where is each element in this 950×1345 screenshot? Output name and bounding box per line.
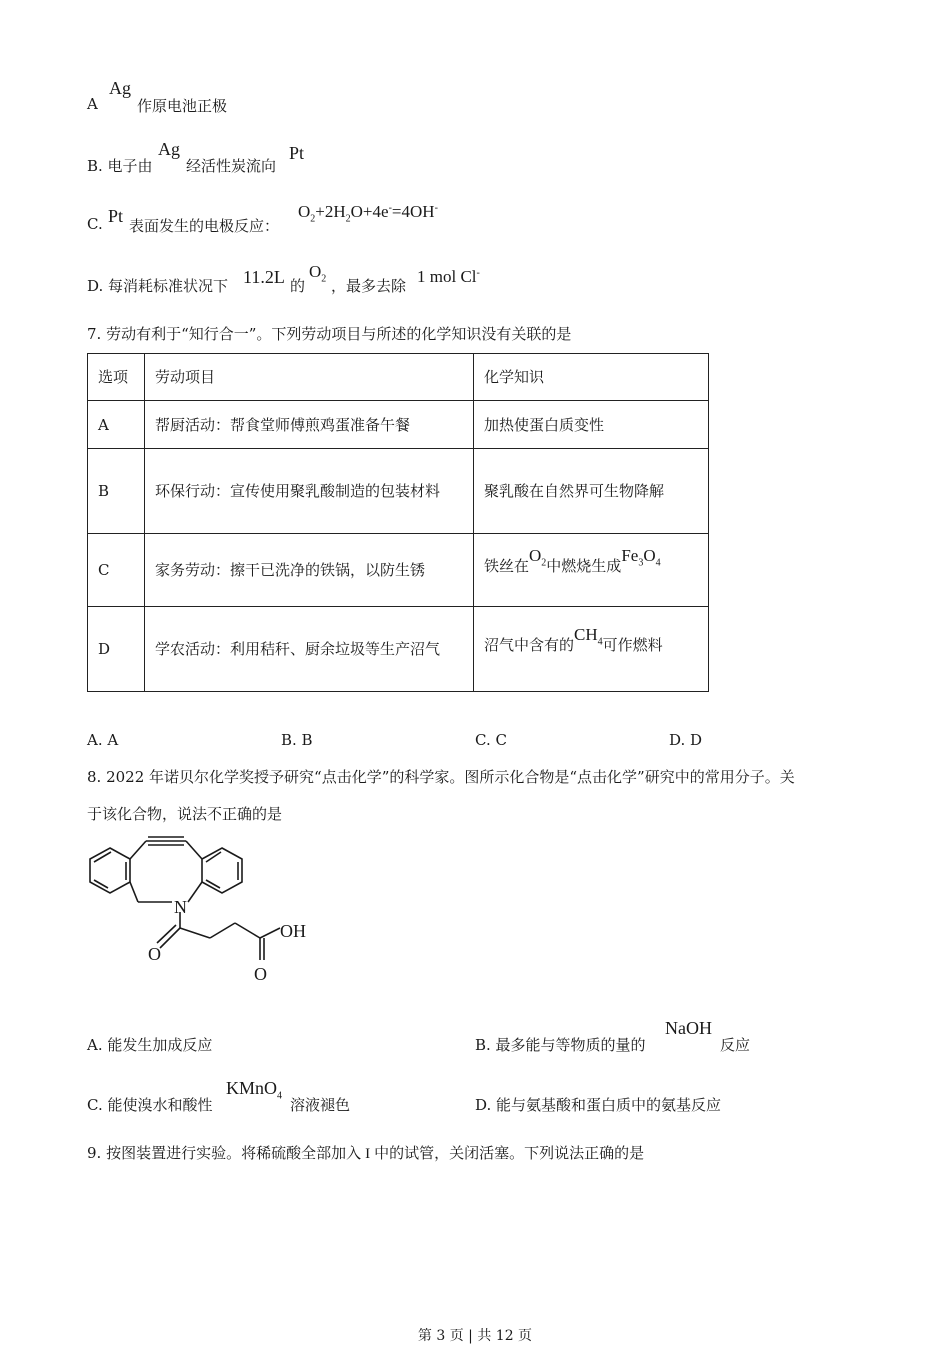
table-row xyxy=(88,607,709,692)
row-d-chem: 沼气中含有的$CH_4$可作燃料 xyxy=(474,607,709,692)
row-c-labor: 家务劳动：擦干已洗净的铁锅，以防生锈 xyxy=(145,534,474,607)
row-a-chem: 加热使蛋白质变性 xyxy=(474,401,709,449)
q8-option-b-post: 反应 xyxy=(720,1036,751,1054)
q6-d-text1: 的 xyxy=(290,277,306,295)
q7-answer-c: C. C xyxy=(475,731,507,749)
q6-c-chem1: Pt xyxy=(108,206,124,226)
q6-b-chem2: Pt xyxy=(289,143,305,163)
q8-stem-line1: 8. 2022 年诺贝尔化学奖授予研究“点击化学”的科学家。图所示化合物是“点击化学”研究中的常用分子。关 xyxy=(87,768,795,786)
q7-answer-b: B. B xyxy=(281,731,313,749)
row-a-option: A xyxy=(88,401,145,449)
q6-a-text: 作原电池正极 xyxy=(137,97,228,115)
q7-answer-d: D. D xyxy=(669,731,703,749)
header-option: 选项 xyxy=(88,354,145,401)
q6-d-vol: 11.2L xyxy=(243,267,285,287)
q8-option-c-post: 溶液褪色 xyxy=(290,1096,351,1114)
q6-option-a: A xyxy=(87,95,98,113)
q6-b-chem1: Ag xyxy=(158,139,180,159)
q7-table xyxy=(87,353,709,692)
mol-label-n: N xyxy=(174,897,187,917)
q9-stem: 9. 按图装置进行实验。将稀硫酸全部加入 I 中的试管，关闭活塞。下列说法正确的是 xyxy=(87,1144,645,1162)
row-c-option: C xyxy=(88,534,145,607)
table-row xyxy=(88,449,709,534)
table-row xyxy=(88,534,709,607)
q8-stem-line2: 于该化合物，说法不正确的是 xyxy=(87,805,283,823)
row-c-chem: 铁丝在$O_2$中燃烧生成$Fe_3O_4$ xyxy=(474,534,709,607)
row-d-option: D xyxy=(88,607,145,692)
row-d-labor: 学农活动：利用秸秆、厨余垃圾等生产沼气 xyxy=(145,607,474,692)
q6-b-text: 经活性炭流向 xyxy=(186,157,277,175)
table-row xyxy=(88,401,709,449)
q8-option-c-chem: KMnO$_4$ xyxy=(226,1078,283,1102)
left-benzene-ring xyxy=(90,848,130,893)
q8-option-a: A. 能发生加成反应 xyxy=(87,1036,213,1054)
q6-c-label: C. xyxy=(87,215,103,233)
q6-a-chem: Ag xyxy=(109,78,131,98)
q6-c-text: 表面发生的电极反应： xyxy=(129,217,280,235)
molecule-structure xyxy=(80,828,320,988)
q6-d-text2: ，最多去除 xyxy=(331,277,407,295)
row-b-labor: 环保行动：宣传使用聚乳酸制造的包装材料 xyxy=(145,449,474,534)
mol-label-oh: OH xyxy=(280,921,306,941)
q7-stem: 7. 劳动有利于“知行合一”。下列劳动项目与所述的化学知识没有关联的是 xyxy=(87,325,572,343)
mol-label-o2: O xyxy=(254,964,267,984)
q6-b-label: B. 电子由 xyxy=(87,157,153,175)
table-header-row xyxy=(88,354,709,401)
header-labor: 劳动项目 xyxy=(145,354,474,401)
header-chem: 化学知识 xyxy=(474,354,709,401)
q8-option-d: D. 能与氨基酸和蛋白质中的氨基反应 xyxy=(475,1096,722,1114)
right-benzene-ring xyxy=(202,848,242,893)
q6-d-label: D. 每消耗标准状况下 xyxy=(87,277,229,295)
q8-option-b-pre: B. 最多能与等物质的量的 xyxy=(475,1036,646,1054)
q8-option-b-chem: NaOH xyxy=(665,1018,712,1038)
q6-c-equation: $O_2+2H_2O+4e^-=4OH^-$ xyxy=(298,202,438,225)
row-a-labor: 帮厨活动：帮食堂师傅煎鸡蛋准备午餐 xyxy=(145,401,474,449)
q6-d-o2: $O_2$ xyxy=(309,262,327,285)
mol-label-o1: O xyxy=(148,944,161,964)
q7-answer-a: A. A xyxy=(87,731,119,749)
page-footer: 第 3 页 | 共 12 页 xyxy=(417,1328,533,1344)
q6-d-amount: 1 mol Cl- xyxy=(417,267,480,286)
q8-option-c-pre: C. 能使溴水和酸性 xyxy=(87,1096,213,1114)
row-b-chem: 聚乳酸在自然界可生物降解 xyxy=(474,449,709,534)
row-b-option: B xyxy=(88,449,145,534)
